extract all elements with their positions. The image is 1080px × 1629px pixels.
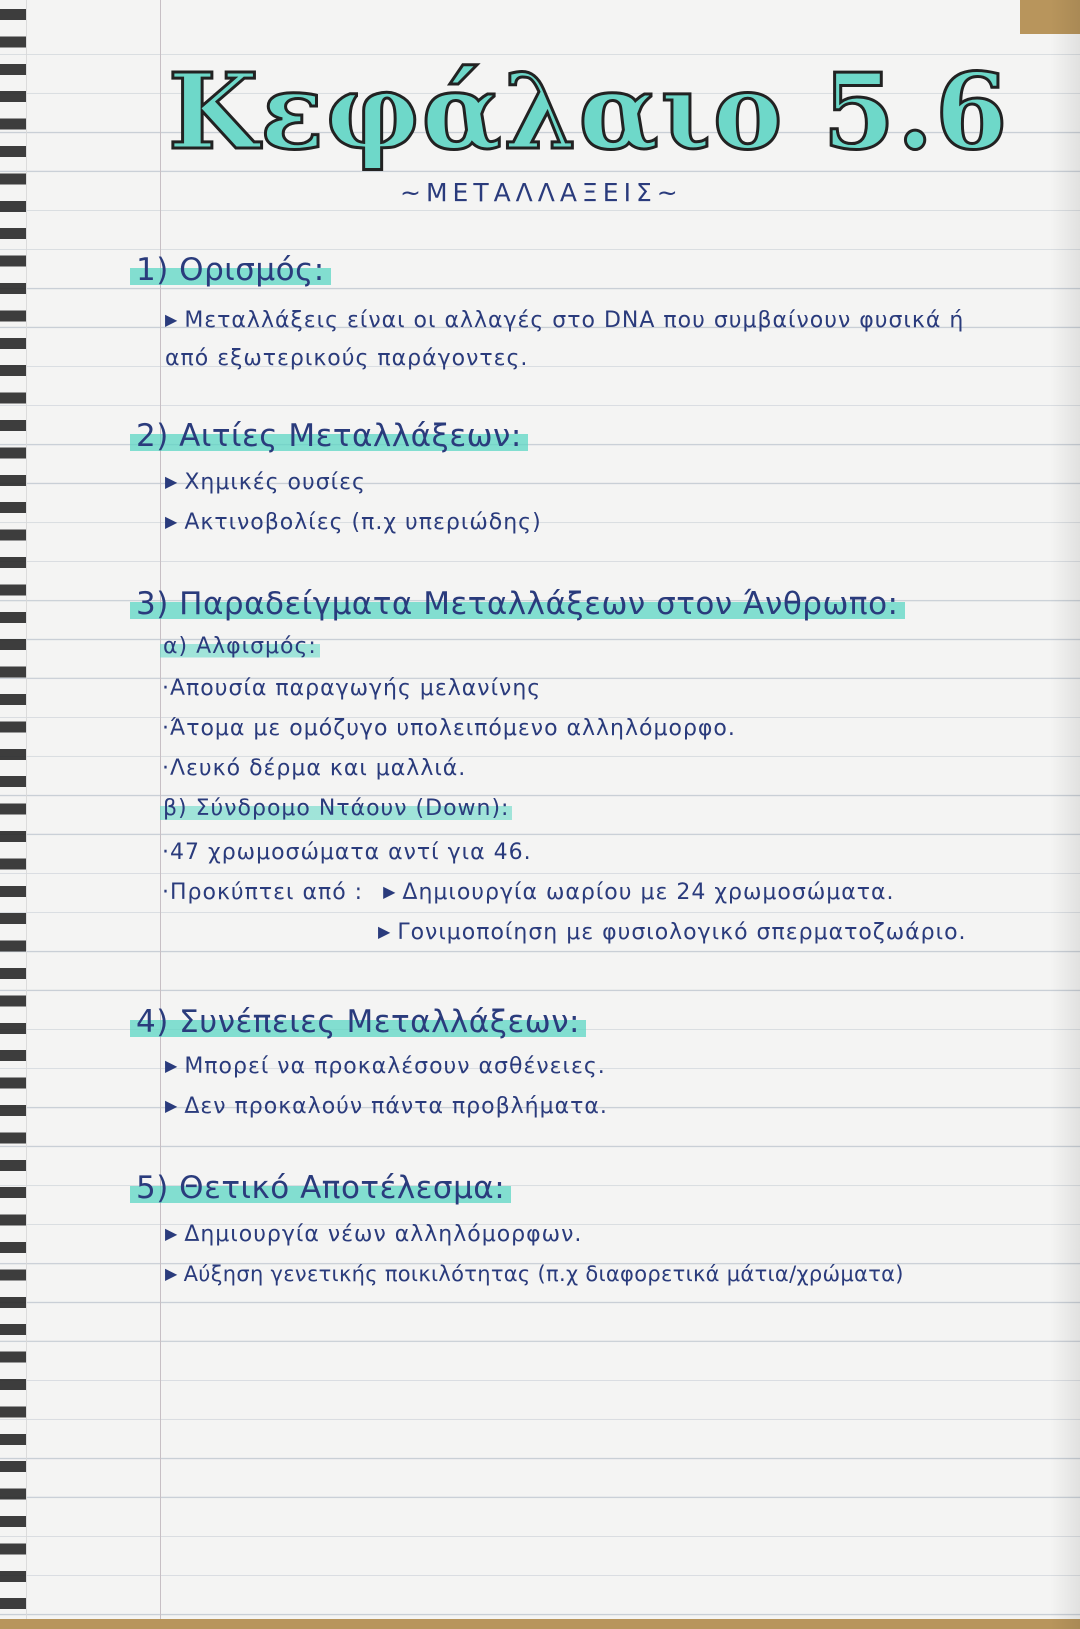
list-item: ▶ Χημικές ουσίες [165,470,366,495]
bullet-triangle-icon: ▶ [165,1096,179,1115]
bullet-triangle-icon: ▶ [165,512,179,531]
subsection-a-heading: α) Αλφισμός: [160,634,320,659]
section-3-heading: 3) Παραδείγματα Μεταλλάξεων στον Άνθρωπο: [130,586,905,622]
bullet-triangle-icon: ▶ [165,472,179,491]
list-item: ▶ Ακτινοβολίες (π.χ υπεριώδης) [165,510,542,535]
list-item: ▶ Μπορεί να προκαλέσουν ασθένειες. [165,1054,606,1079]
cause-row: ·Προκύπτει από : ▶ Δημιουργία ωαρίου με 24 χρωμοσώματα. [162,880,895,905]
list-item: ·Απουσία παραγωγής μελανίνης [162,676,542,701]
section-1-heading: 1) Ορισμός: [130,252,331,288]
list-item: ▶ Δεν προκαλούν πάντα προβλήματα. [165,1094,608,1119]
list-item: ▶ Δημιουργία νέων αλληλόμορφων. [165,1222,583,1247]
title-block [168,50,1010,173]
definition-line-1: ▶ Μεταλλάξεις είναι οι αλλαγές στο DNA που συμβαίνουν φυσικά ή [165,308,965,333]
definition-line-2: από εξωτερικούς παράγοντες. [165,346,529,371]
bullet-triangle-icon: ▶ [383,882,397,901]
page-subtitle: ~ΜΕΤΑΛΛΑΞΕΙΣ~ [400,178,683,207]
list-item: ▶ Αύξηση γενετικής ποικιλότητας (π.χ διαφορετικά μάτια/χρώματα) [165,1262,904,1286]
bullet-triangle-icon: ▶ [165,1264,178,1283]
list-item: ·Λευκό δέρμα και μαλλιά. [162,756,467,781]
list-item: ·Άτομα με ομόζυγο υπολειπόμενο αλληλόμορφο. [162,716,736,741]
list-item: ·47 χρωμοσώματα αντί για 46. [162,840,532,865]
page-title: Κεφάλαιο 5.6 [168,50,1010,173]
table-edge [0,1619,1080,1629]
spiral-binding [0,0,27,1629]
subsection-b-heading: β) Σύνδρομο Ντάουν (Down): [160,796,512,821]
section-4-heading: 4) Συνέπειες Μεταλλάξεων: [130,1004,586,1040]
bullet-triangle-icon: ▶ [165,1224,179,1243]
cause-row: ▶ Γονιμοποίηση με φυσιολογικό σπερματοζωάριο. [378,920,967,945]
bullet-triangle-icon: ▶ [378,922,392,941]
table-corner [1020,0,1080,34]
section-5-heading: 5) Θετικό Αποτέλεσμα: [130,1170,511,1206]
bullet-triangle-icon: ▶ [165,1056,179,1075]
section-2-heading: 2) Αιτίες Μεταλλάξεων: [130,418,528,454]
bullet-triangle-icon: ▶ [165,310,179,329]
